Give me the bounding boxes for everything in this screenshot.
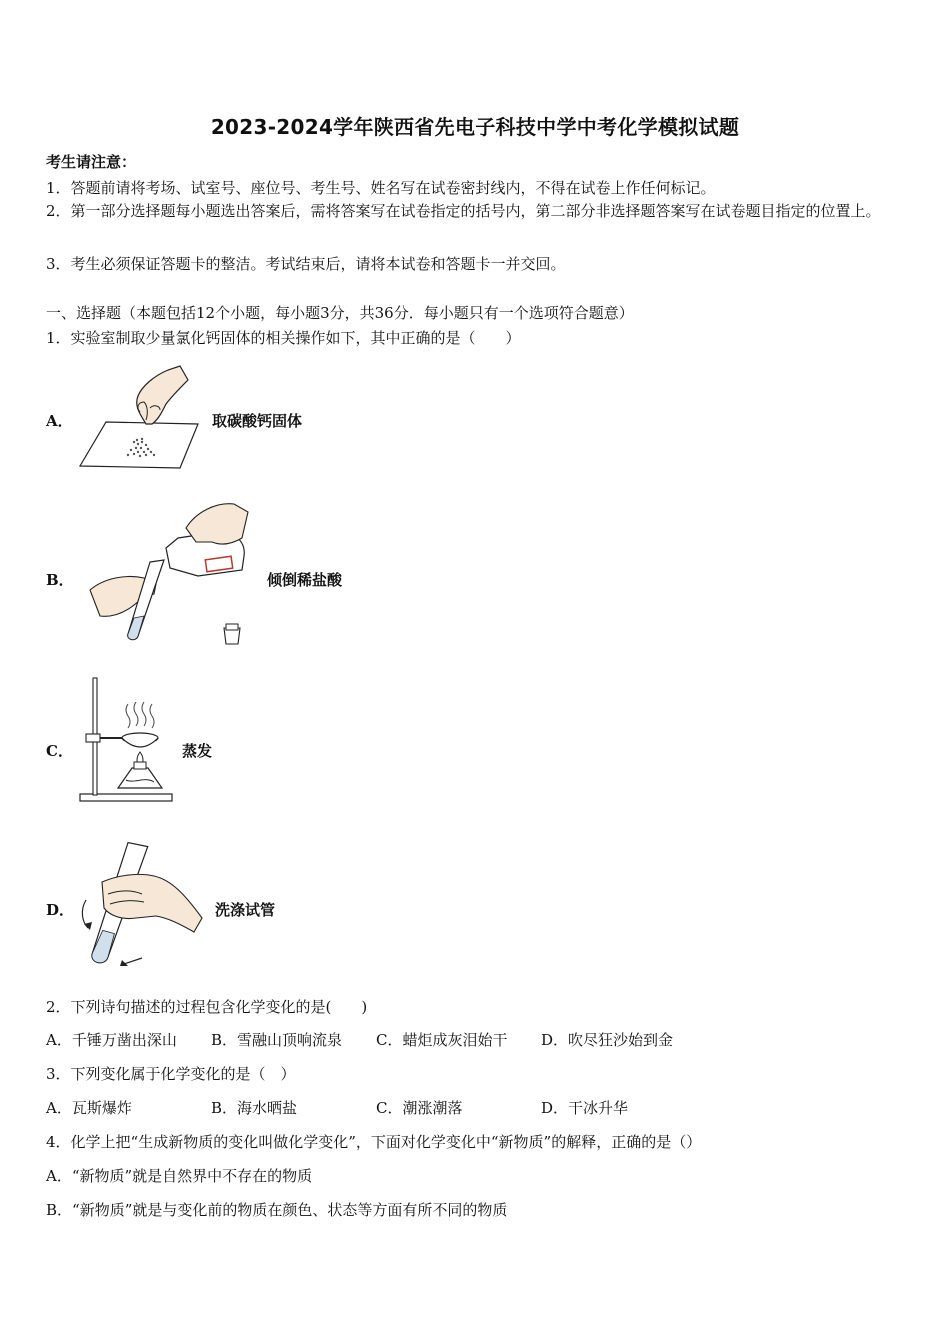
q1-option-a-letter: A．: [46, 412, 73, 430]
q3-option-c: C．潮涨潮落: [376, 1099, 463, 1117]
pour-acid-icon: [86, 498, 250, 650]
q3-options: [46, 1097, 628, 1118]
notice-item-3: 3．考生必须保证答题卡的整洁。考试结束后，请将本试卷和答题卡一并交回。: [46, 255, 566, 273]
notice-item-1: 1．答题前请将考场、试室号、座位号、考生号、姓名写在试卷密封线内，不得在试卷上作任何标记。: [46, 179, 716, 197]
q4-stem: 4．化学上把“生成新物质的变化叫做化学变化”，下面对化学变化中“新物质”的解释，正确的是（）: [46, 1133, 702, 1151]
q3-option-a: A．瓦斯爆炸: [46, 1099, 132, 1117]
evaporation-icon: [76, 676, 176, 804]
q2-stem: 2．下列诗句描述的过程包含化学变化的是( ): [46, 998, 368, 1016]
q3-option-b: B．海水晒盐: [211, 1099, 298, 1117]
q1-option-b-letter: B．: [46, 571, 74, 589]
q2-option-d: D．吹尽狂沙始到金: [541, 1031, 674, 1049]
wash-test-tube-icon: [76, 836, 206, 970]
notice-heading: 考生请注意：: [46, 153, 137, 171]
notice-item-2: 2．第一部分选择题每小题选出答案后，需将答案写在试卷指定的括号内，第二部分非选择题答案写在试卷题目指定的位置上。: [46, 202, 881, 220]
section-heading: 一、选择题（本题包括12个小题，每小题3分，共36分．每小题只有一个选项符合题意）: [46, 304, 634, 322]
q4-option-b: B．“新物质”就是与变化前的物质在颜色、状态等方面有所不同的物质: [46, 1201, 508, 1219]
q2-option-c: C．蜡炬成灰泪始干: [376, 1031, 508, 1049]
q2-option-a: A．千锤万凿出深山: [46, 1031, 177, 1049]
hand-powder-paper-icon: [76, 362, 200, 470]
q1-option-a-label: 取碳酸钙固体: [212, 412, 303, 430]
q3-option-d: D．干冰升华: [541, 1099, 629, 1117]
q3-stem: 3．下列变化属于化学变化的是（ ）: [46, 1065, 296, 1083]
q2-option-b: B．雪融山顶响流泉: [211, 1031, 343, 1049]
q1-option-b-label: 倾倒稀盐酸: [267, 571, 343, 589]
exam-title: 2023-2024学年陕西省先电子科技中学中考化学模拟试题: [210, 115, 740, 139]
q1-option-c-label: 蒸发: [182, 742, 213, 760]
q1-option-d-label: 洗涤试管: [215, 901, 276, 919]
q1-option-d-letter: D．: [46, 901, 75, 919]
q1-stem: 1．实验室制取少量氯化钙固体的相关操作如下，其中正确的是（ ）: [46, 329, 521, 347]
q4-option-a: A．“新物质”就是自然界中不存在的物质: [46, 1167, 313, 1185]
q2-options: [46, 1029, 673, 1050]
q1-option-c-letter: C．: [46, 742, 73, 760]
